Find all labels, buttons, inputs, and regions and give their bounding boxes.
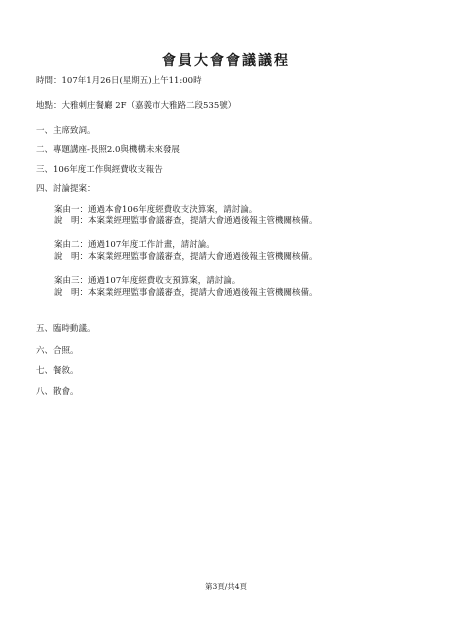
page-number: 第3頁/共4頁 — [204, 582, 248, 591]
agenda-item-7: 七、餐敘。 — [36, 366, 79, 376]
agenda-item-6: 六、合照。 — [36, 346, 79, 356]
proposal-2-case: 案由二：通過107年度工作計畫，請討論。 — [54, 240, 215, 250]
agenda-item-2: 二、專題講座-長照2.0與機構未來發展 — [36, 145, 180, 155]
proposal-1-case: 案由一：通過本會106年度經費收支決算案，請討論。 — [54, 205, 258, 215]
agenda-item-5: 五、臨時動議。 — [36, 324, 96, 334]
meeting-time: 時間：107年1月26日(星期五)上午11:00時 — [36, 76, 202, 86]
agenda-item-8: 八、散會。 — [36, 387, 79, 397]
agenda-item-4: 四、討論提案： — [36, 184, 96, 194]
agenda-item-3: 三、106年度工作與經費收支報告 — [36, 165, 163, 175]
proposal-3-note: 說 明：本案業經理監事會議審查，提請大會通過後報主管機關核備。 — [54, 288, 318, 298]
proposal-2-note: 說 明：本案業經理監事會議審查，提請大會通過後報主管機關核備。 — [54, 252, 318, 262]
proposal-3-case: 案由三：通過107年度經費收支預算案，請討論。 — [54, 276, 241, 286]
proposal-1-note: 說 明：本案業經理監事會議審查，提請大會通過後報主管機關核備。 — [54, 216, 318, 226]
meeting-location: 地點：大雅刺庄餐廳 2F（嘉義市大雅路二段535號） — [36, 101, 237, 111]
document-title: 會員大會會議議程 — [162, 53, 290, 69]
agenda-item-1: 一、主席致詞。 — [36, 126, 96, 136]
